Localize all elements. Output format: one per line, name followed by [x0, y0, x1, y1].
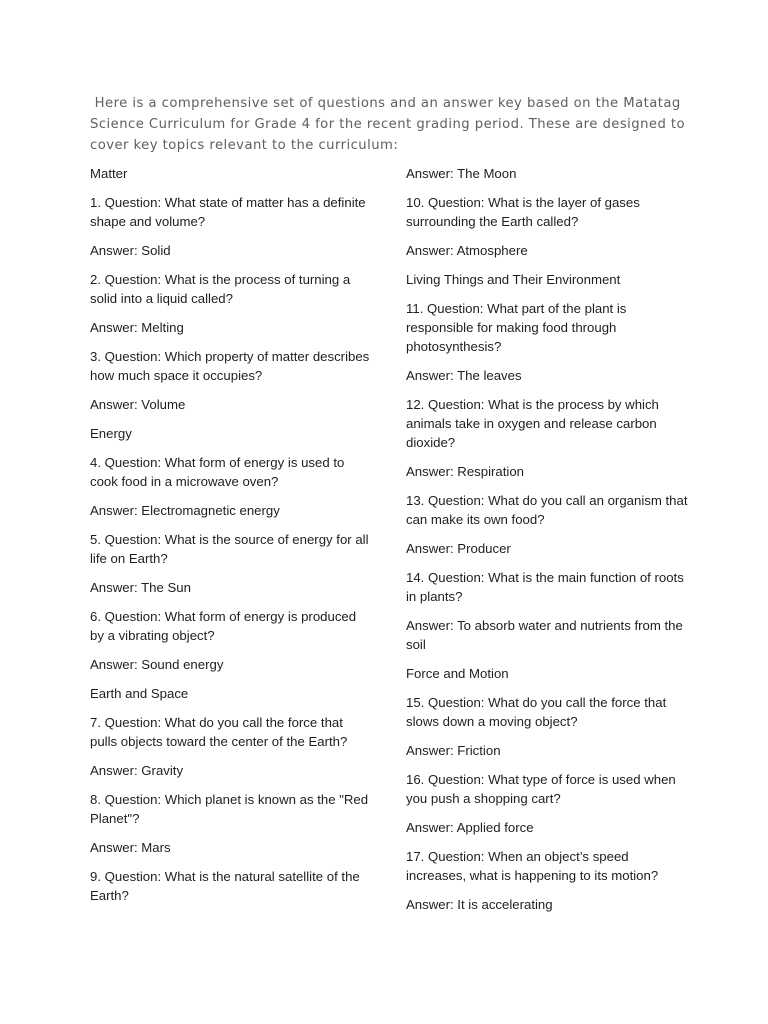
answer: Answer: Electromagnetic energy [90, 503, 280, 518]
answer: Answer: Applied force [406, 820, 534, 835]
answer: Answer: Melting [90, 320, 184, 335]
question: 10. Question: What is the layer of gases surrounding the Earth called? [406, 195, 640, 229]
answer: Answer: Producer [406, 541, 511, 556]
question: 4. Question: What form of energy is used to cook food in a microwave oven? [90, 455, 345, 489]
answer: Answer: Respiration [406, 464, 525, 479]
question: 17. Question: When an object’s speed increases, what is happening to its motion? [406, 849, 659, 883]
question: 11. Question: What part of the plant is responsible for making food through photosynthesis? [406, 301, 627, 354]
answer: Answer: The Moon [406, 166, 517, 181]
question: 14. Question: What is the main function of roots in plants? [406, 570, 684, 604]
answer: Answer: Volume [90, 397, 186, 412]
answer: Answer: Gravity [90, 763, 184, 778]
question: 1. Question: What state of matter has a definite shape and volume? [90, 195, 366, 229]
question: 5. Question: What is the source of energy for all life on Earth? [90, 532, 369, 566]
question: 16. Question: What type of force is used when you push a shopping cart? [406, 772, 676, 806]
answer: Answer: Solid [90, 243, 171, 258]
question: 7. Question: What do you call the force that pulls objects toward the center of the Earth? [90, 715, 348, 749]
answer: Answer: Friction [406, 743, 501, 758]
question: 2. Question: What is the process of turning a solid into a liquid called? [90, 272, 351, 306]
question: 13. Question: What do you call an organism that can make its own food? [406, 493, 688, 527]
question: 6. Question: What form of energy is produced by a vibrating object? [90, 609, 357, 643]
left-column [90, 164, 372, 915]
intro-paragraph: Here is a comprehensive set of questions and an answer key based on the Matatag Science Curriculum for Grade 4 for the recent grading period. These are designed to cover key topics relevant to the curriculum: [90, 96, 690, 153]
section-heading: Earth and Space [90, 686, 189, 701]
answer: Answer: Sound energy [90, 657, 224, 672]
answer: Answer: The leaves [406, 368, 522, 383]
section-heading: Living Things and Their Environment [406, 272, 621, 287]
section-heading: Matter [90, 166, 128, 181]
question: 9. Question: What is the natural satellite of the Earth? [90, 869, 360, 903]
question: 8. Question: Which planet is known as the "Red Planet"? [90, 792, 369, 826]
answer: Answer: The Sun [90, 580, 191, 595]
answer: Answer: It is accelerating [406, 897, 553, 912]
right-column [406, 164, 690, 924]
question: 15. Question: What do you call the force that slows down a moving object? [406, 695, 667, 729]
question: 12. Question: What is the process by which animals take in oxygen and release carbon dioxide? [406, 397, 659, 450]
answer: Answer: Atmosphere [406, 243, 528, 258]
question: 3. Question: Which property of matter describes how much space it occupies? [90, 349, 370, 383]
answer: Answer: Mars [90, 840, 171, 855]
section-heading: Force and Motion [406, 666, 509, 681]
section-heading: Energy [90, 426, 132, 441]
answer: Answer: To absorb water and nutrients from the soil [406, 618, 683, 652]
